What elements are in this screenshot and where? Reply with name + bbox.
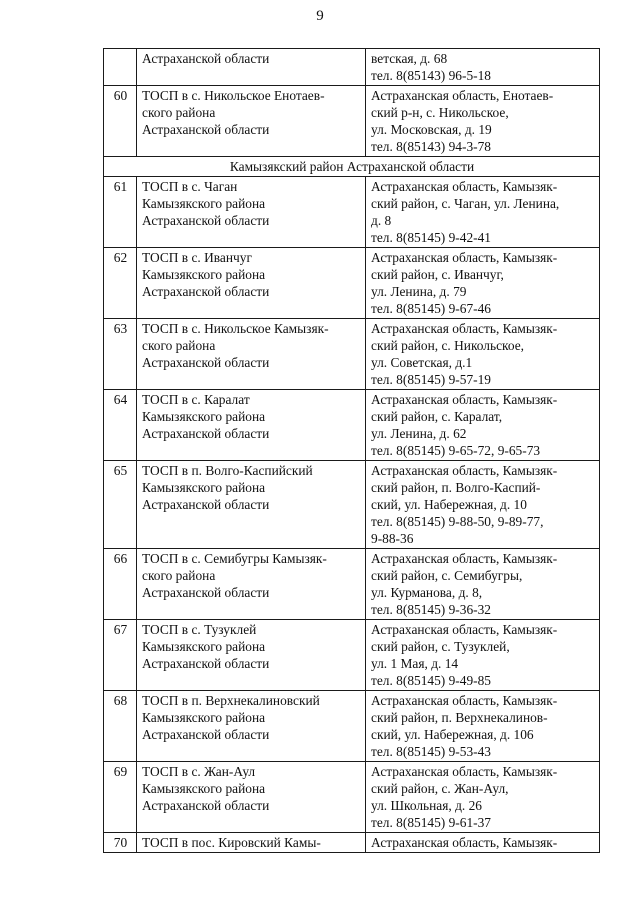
phone-line: тел. 8(85143) 96-5-18 (371, 68, 492, 83)
address-line: ский район, с. Жан-Аул, (371, 781, 509, 796)
address-line: ул. Московская, д. 19 (371, 122, 492, 137)
office-name-cell (137, 177, 366, 248)
address-line: ский район, с. Тузуклей, (371, 639, 510, 654)
office-name-cell (137, 248, 366, 319)
address-line: Астраханская область, Камызяк- (371, 321, 558, 336)
office-name-line: ТОСП в п. Верхнекалиновский (142, 693, 320, 708)
address-cell (366, 762, 600, 833)
row-number-cell: 61 (104, 177, 137, 248)
office-name-cell (137, 390, 366, 461)
address-line: ский район, п. Верхнекалинов- (371, 710, 548, 725)
address-line: ский район, с. Семибугры, (371, 568, 523, 583)
address-line: Астраханская область, Камызяк- (371, 179, 558, 194)
address-line: Астраханская область, Камызяк- (371, 250, 558, 265)
address-line: тел. 8(85145) 9-61-37 (371, 815, 492, 830)
office-name-line: Камызякского района (142, 267, 266, 282)
address-line: ул. Ленина, д. 62 (371, 426, 467, 441)
office-name-line: Астраханской области (142, 426, 270, 441)
registry-table (103, 48, 600, 853)
address-cell (366, 833, 600, 853)
table-row (104, 691, 600, 762)
address-line: ский р-н, с. Никольское, (371, 105, 509, 120)
address-line: ский район, с. Иванчуг, (371, 267, 504, 282)
address-line: тел. 8(85145) 9-67-46 (371, 301, 492, 316)
address-line: Астраханская область, Камызяк- (371, 463, 558, 478)
office-name-cell (137, 461, 366, 549)
office-name-line: Астраханской области (142, 585, 270, 600)
address-cell (366, 691, 600, 762)
office-name-line: Астраханской области (142, 284, 270, 299)
row-number-cell (104, 49, 137, 86)
address-line: тел. 8(85145) 9-53-43 (371, 744, 492, 759)
address-line: тел. 8(85145) 9-36-32 (371, 602, 492, 617)
office-name-line: Астраханской области (142, 355, 270, 370)
address-line: д. 8 (371, 213, 392, 228)
address-line: Астраханская область, Камызяк- (371, 622, 558, 637)
address-line: Астраханская область, Камызяк- (371, 551, 558, 566)
office-name-line: ского района (142, 568, 216, 583)
row-number-cell: 63 (104, 319, 137, 390)
address-line: 9-88-36 (371, 531, 414, 546)
table-row (104, 762, 600, 833)
table-row (104, 620, 600, 691)
address-line: ский район, с. Каралат, (371, 409, 503, 424)
office-name-line: Камызякского района (142, 480, 266, 495)
table-row (104, 549, 600, 620)
address-line: ский, ул. Набережная, д. 106 (371, 727, 534, 742)
office-name-line: Астраханской области (142, 727, 270, 742)
office-name-line: ТОСП в с. Жан-Аул (142, 764, 256, 779)
address-cell (366, 177, 600, 248)
row-number-cell: 70 (104, 833, 137, 853)
office-name-line: ТОСП в с. Семибугры Камызяк- (142, 551, 327, 566)
page-number: 9 (316, 8, 324, 24)
district-header-row (104, 157, 600, 177)
address-line: тел. 8(85145) 9-65-72, 9-65-73 (371, 443, 541, 458)
office-name-line: ТОСП в п. Волго-Каспийский (142, 463, 313, 478)
table-row (104, 49, 600, 86)
address-cell (366, 86, 600, 157)
row-number-cell: 69 (104, 762, 137, 833)
office-name-cell (137, 620, 366, 691)
office-name-line: ТОСП в с. Никольское Енотаев- (142, 88, 325, 103)
office-name-line: Астраханской области (142, 213, 270, 228)
table-row (104, 319, 600, 390)
address-cell (366, 390, 600, 461)
office-name-line: Камызякского района (142, 781, 266, 796)
office-name-line: Камызякского района (142, 409, 266, 424)
address-line: ский район, п. Волго-Каспий- (371, 480, 541, 495)
row-number-cell: 67 (104, 620, 137, 691)
address-line: тел. 8(85145) 9-88-50, 9-89-77, (371, 514, 544, 529)
office-name-line: ТОСП в с. Иванчуг (142, 250, 252, 265)
row-number-cell: 64 (104, 390, 137, 461)
address-line: ветская, д. 68 (371, 51, 448, 66)
row-number-cell: 60 (104, 86, 137, 157)
address-line: ский район, с. Чаган, ул. Ленина, (371, 196, 560, 211)
address-line: тел. 8(85145) 9-57-19 (371, 372, 492, 387)
address-cell (366, 461, 600, 549)
office-name-line: Камызякского района (142, 710, 266, 725)
office-name-line: Астраханской области (142, 656, 270, 671)
office-name-cell (137, 762, 366, 833)
office-name-line: Астраханской области (142, 122, 270, 137)
address-line: ский район, с. Никольское, (371, 338, 525, 353)
address-line: ский, ул. Набережная, д. 10 (371, 497, 527, 512)
office-name-cell (137, 49, 366, 86)
row-number-cell: 62 (104, 248, 137, 319)
office-name-line: Астраханской области (142, 51, 270, 66)
address-cell (366, 549, 600, 620)
address-line: Астраханская область, Камызяк- (371, 693, 558, 708)
office-name-cell (137, 691, 366, 762)
office-name-line: ского района (142, 105, 216, 120)
table-row (104, 833, 600, 853)
office-name-line: ТОСП в с. Каралат (142, 392, 250, 407)
table-row (104, 86, 600, 157)
address-line: ул. Школьная, д. 26 (371, 798, 482, 813)
office-name-line: ТОСП в с. Тузуклей (142, 622, 257, 637)
office-name-cell (137, 833, 366, 853)
address-line: ул. Курманова, д. 8, (371, 585, 483, 600)
address-cell (366, 319, 600, 390)
office-name-cell (137, 86, 366, 157)
office-name-line: Астраханской области (142, 497, 270, 512)
office-name-cell (137, 549, 366, 620)
table-body (104, 49, 600, 853)
address-cell (366, 49, 600, 86)
table-row (104, 177, 600, 248)
address-cell (366, 248, 600, 319)
address-line: Астраханская область, Енотаев- (371, 88, 554, 103)
address-line: ул. 1 Мая, д. 14 (371, 656, 459, 671)
office-name-line: ского района (142, 338, 216, 353)
row-number-cell: 66 (104, 549, 137, 620)
office-name-line: ТОСП в с. Чаган (142, 179, 238, 194)
address-line: Астраханская область, Камызяк- (371, 764, 558, 779)
row-number-cell: 65 (104, 461, 137, 549)
table-row (104, 248, 600, 319)
district-header: Камызякский район Астраханской области (104, 157, 600, 177)
office-name-line: ТОСП в с. Никольское Камызяк- (142, 321, 329, 336)
address-line: тел. 8(85145) 9-42-41 (371, 230, 492, 245)
office-name-line: Астраханской области (142, 798, 270, 813)
address-line: Астраханская область, Камызяк- (371, 835, 558, 850)
table-row (104, 390, 600, 461)
address-line: ул. Ленина, д. 79 (371, 284, 467, 299)
office-name-line: Камызякского района (142, 639, 266, 654)
address-cell (366, 620, 600, 691)
office-name-line: Камызякского района (142, 196, 266, 211)
address-line: тел. 8(85145) 9-49-85 (371, 673, 492, 688)
table-row (104, 461, 600, 549)
address-line: ул. Советская, д.1 (371, 355, 473, 370)
phone-line: тел. 8(85143) 94-3-78 (371, 139, 492, 154)
office-name-cell (137, 319, 366, 390)
address-line: Астраханская область, Камызяк- (371, 392, 558, 407)
row-number-cell: 68 (104, 691, 137, 762)
office-name-line: ТОСП в пос. Кировский Камы- (142, 835, 321, 850)
